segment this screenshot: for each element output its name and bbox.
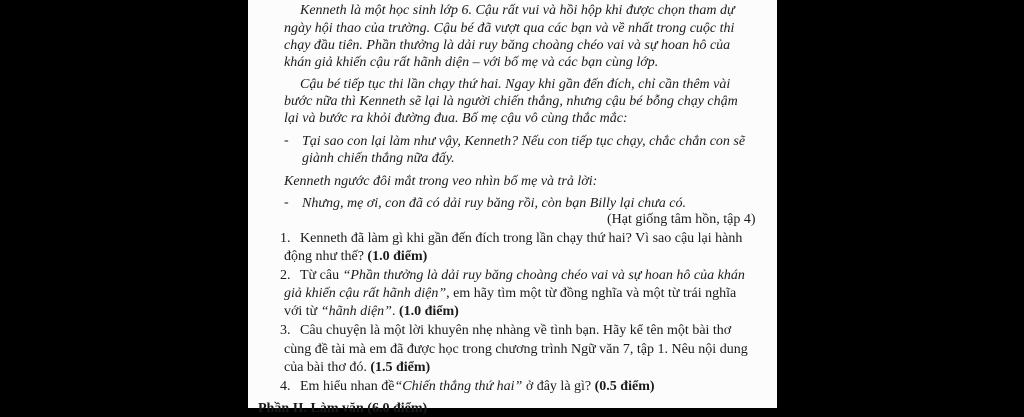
dialog1-line2: giành chiến thắng nữa đấy.	[302, 151, 455, 166]
story-p2-line2: bước nữa thì Kenneth sẽ lại là người chiến thắng, nhưng cậu bé bỗng chạy chậm	[284, 94, 738, 109]
q2-line1	[300, 267, 745, 284]
story-p1-line2: ngày hội thao của trường. Cậu bé đã vượt qua các bạn và về nhất trong cuộc thi	[284, 21, 735, 36]
q2-line3	[284, 303, 459, 320]
story-p1-line1: Kenneth là một học sinh lớp 6. Cậu rất vui và hồi hộp khi được chọn tham dự	[300, 3, 735, 18]
q3-line3-text: của bài thơ đó.	[284, 360, 367, 375]
q2-line2-quote: giả khiến cậu rất hãnh diện”	[284, 286, 447, 301]
q3-line2: cùng đề tài mà em đã được học trong chương trình Ngữ văn 7, tập 1. Nêu nội dung	[284, 342, 748, 357]
q4-text-lead: Em hiểu nhan đề	[300, 379, 395, 394]
q2-line2	[284, 285, 736, 302]
q1-line2-text: động như thế?	[284, 249, 364, 264]
dialog1-line1: Tại sao con lại làm như vậy, Kenneth? Nếu con tiếp tục chạy, chắc chắn con sẽ	[302, 134, 746, 149]
q2-number: 2.	[280, 268, 291, 283]
dialog1-dash: -	[284, 133, 289, 148]
dialog2-line: Nhưng, mẹ ơi, con đã có dải ruy băng rồi, còn bạn Billy lại chưa có.	[302, 196, 686, 211]
q1-line2	[284, 248, 427, 265]
q4-score: (0.5 điểm)	[594, 379, 655, 394]
q3-number: 3.	[280, 323, 291, 338]
q2-line3-period: .	[391, 304, 396, 319]
story-source: (Hạt giống tâm hồn, tập 4)	[607, 212, 756, 227]
q1-score: (1.0 điểm)	[367, 249, 428, 264]
q3-score: (1.5 điểm)	[370, 360, 431, 375]
q4-quote: “Chiến thắng thứ hai”	[394, 379, 523, 394]
q2-line3-lead: với từ	[284, 304, 321, 319]
q3-line1: Câu chuyện là một lời khuyên nhẹ nhàng về tình bạn. Hãy kể tên một bài thơ	[300, 323, 732, 338]
q2-line2-rest: , em hãy tìm một từ đồng nghĩa và một từ trái nghĩa	[446, 286, 737, 301]
q4-text-rest: ở đây là gì?	[522, 379, 592, 394]
q2-line1-quote: “Phần thưởng là dải ruy băng choàng chéo vai và sự hoan hô của khán	[342, 268, 745, 283]
dialog2-dash: -	[284, 195, 289, 210]
story-p2-line1: Cậu bé tiếp tục thi lần chạy thứ hai. Ngay khi gần đến đích, chỉ cần thêm vài	[300, 77, 731, 92]
section-heading-cut: Phần II. Làm văn (6.0 điểm)	[258, 401, 428, 416]
story-p1-line3: chạy đầu tiên. Phần thưởng là dải ruy băng choàng chéo vai và sự hoan hô của	[284, 38, 731, 53]
story-p1-line4: khán giả khiến cậu rất hãnh diện – với bố mẹ và các bạn cùng lớp.	[284, 55, 659, 70]
q1-line1: Kenneth đã làm gì khi gần đến đích trong lần chạy thứ hai? Vì sao cậu lại hành	[300, 231, 743, 246]
q2-line1-lead: Từ câu	[300, 268, 343, 283]
q4-number: 4.	[280, 379, 291, 394]
q4-line	[300, 378, 655, 395]
q2-line3-quote: “hãnh diện”	[320, 304, 392, 319]
q2-score: (1.0 điểm)	[398, 304, 459, 319]
document-page	[248, 0, 777, 416]
story-p2-line3: lại và bước ra khỏi đường đua. Bố mẹ cậu vô cùng thắc mắc:	[284, 111, 628, 126]
story-narration: Kenneth ngước đôi mắt trong veo nhìn bố mẹ và trả lời:	[284, 174, 598, 189]
q1-number: 1.	[280, 231, 291, 246]
q3-line3	[284, 359, 430, 376]
